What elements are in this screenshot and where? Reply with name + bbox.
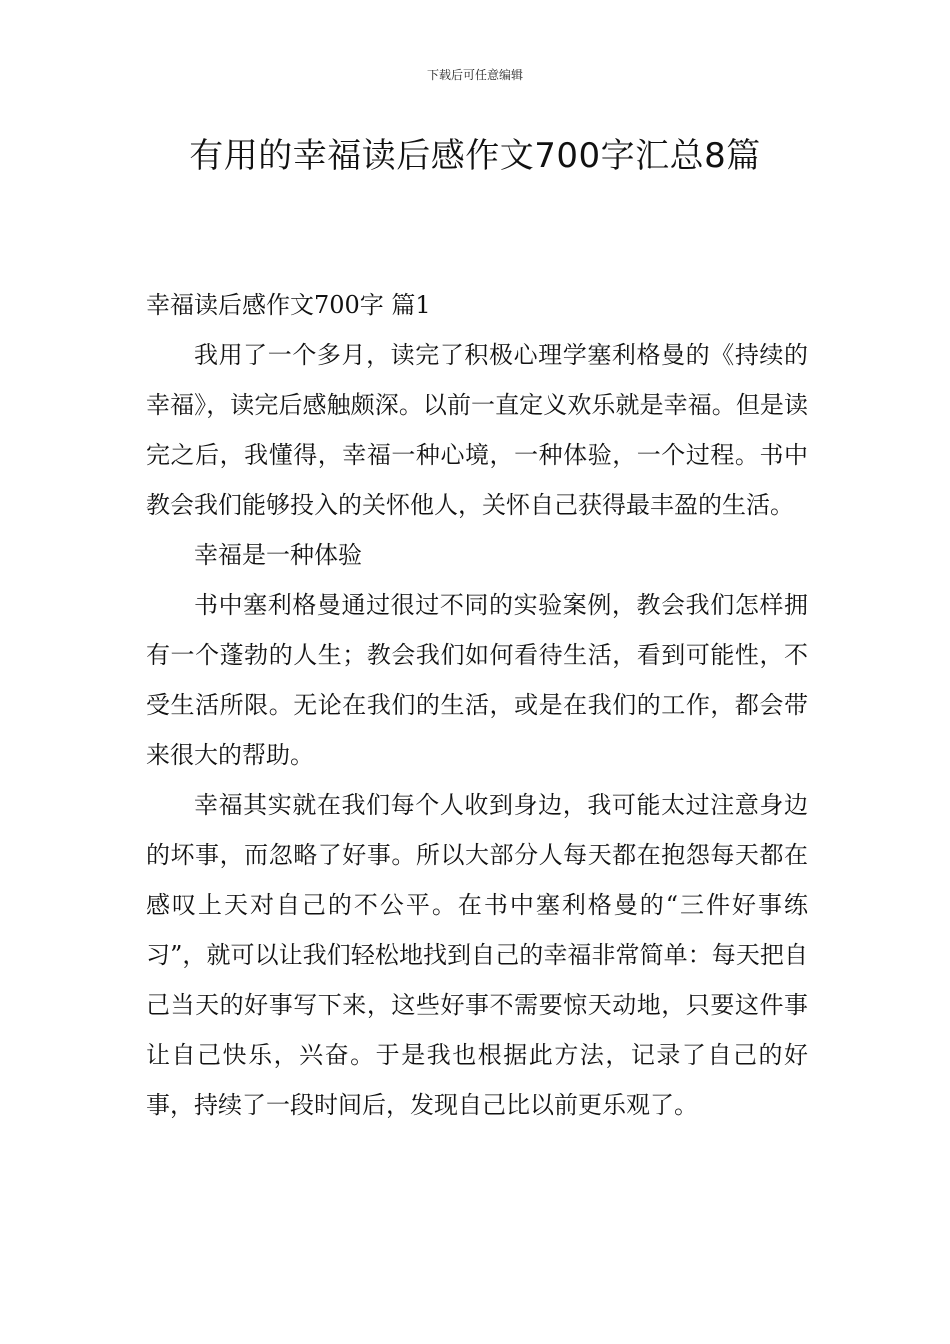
- page-title: 有用的幸福读后感作文700字汇总8篇: [189, 136, 761, 176]
- section-heading: 幸福读后感作文700字 篇1: [146, 291, 431, 319]
- paragraph: 幸福其实就在我们每个人收到身边，我可能太过注意身边的坏事，而忽略了好事。所以大部分人每天都在抱怨每天都在感叹上天对自己的不公平。在书中塞利格曼的“三件好事练习”，就可以让我们轻松地找到自己的幸福非常简单：每天把自己当天的好事写下来，这些好事不需要惊天动地，只要这件事让自己快乐，兴奋。于是我也根据此方法，记录了自己的好事，持续了一段时间后，发现自己比以前更乐观了。: [146, 791, 808, 1119]
- paragraph: 我用了一个多月，读完了积极心理学塞利格曼的《持续的幸福》，读完后感触颇深。以前一直定义欢乐就是幸福。但是读完之后，我懂得，幸福一种心境，一种体验，一个过程。书中教会我们能够投入的关怀他人，关怀自己获得最丰盈的生活。: [146, 341, 808, 519]
- document-body: [146, 280, 808, 1130]
- subheading: 幸福是一种体验: [194, 541, 362, 569]
- paragraph: 书中塞利格曼通过很过不同的实验案例，教会我们怎样拥有一个蓬勃的人生；教会我们如何看待生活，看到可能性，不受生活所限。无论在我们的生活，或是在我们的工作，都会带来很大的帮助。: [146, 591, 808, 769]
- header-note: 下载后可任意编辑: [426, 68, 523, 82]
